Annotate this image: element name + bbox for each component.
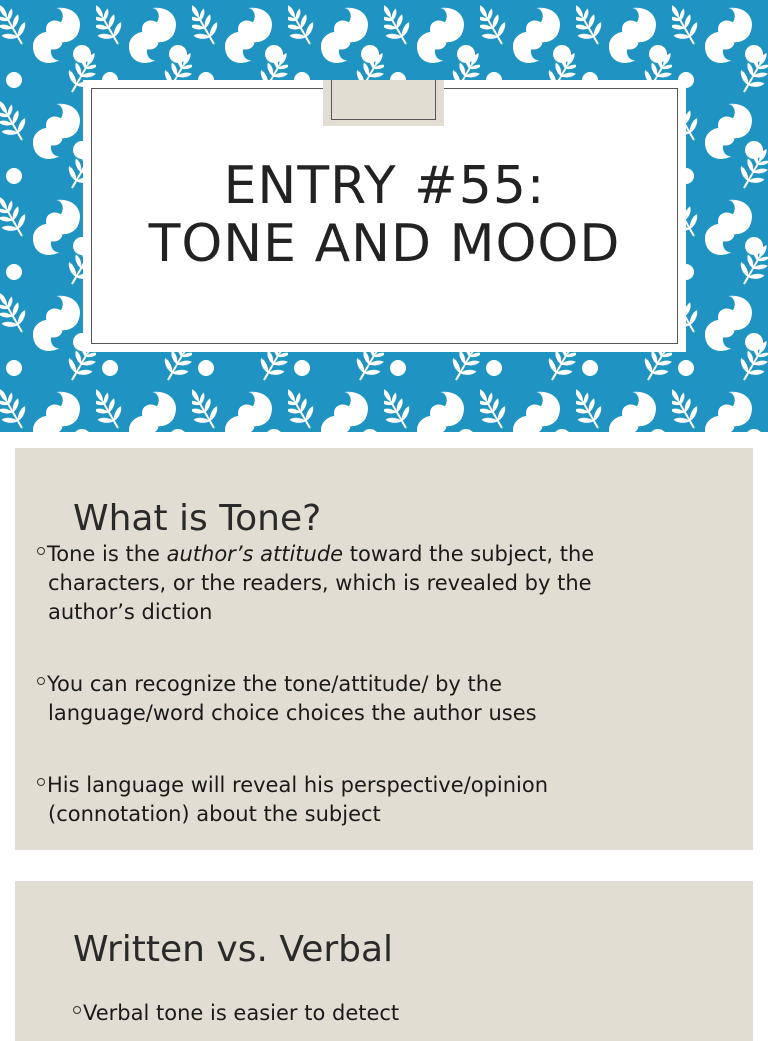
title-line-1: ENTRY #55: (223, 156, 546, 216)
title-line-2: TONE AND MOOD (148, 214, 621, 274)
title-slide (0, 0, 768, 432)
slide-what-is-tone (15, 448, 753, 850)
title-tab-frame (331, 80, 436, 120)
bullet-circle-icon (37, 778, 45, 786)
emphasis-text: author’s attitude (166, 542, 344, 566)
title-card (83, 80, 686, 352)
bullet-item: Tone is the author’s attitude toward the subject, the characters, or the readers, which is revealed by the author’s diction (37, 540, 594, 627)
slide-title (83, 157, 686, 273)
slide-heading: What is Tone? (73, 498, 322, 539)
bullet-circle-icon (73, 1006, 81, 1014)
slide-written-vs-verbal (15, 881, 753, 1041)
bullet-item: You can recognize the tone/attitude/ by the language/word choice choices the author uses (37, 670, 537, 728)
bullet-circle-icon (37, 677, 45, 685)
bullet-item: Verbal tone is easier to detect (73, 999, 399, 1028)
title-tab (323, 80, 444, 126)
bullet-circle-icon (37, 547, 45, 555)
bullet-item: His language will reveal his perspective/opinion (connotation) about the subject (37, 771, 548, 829)
slide-heading: Written vs. Verbal (73, 929, 394, 970)
